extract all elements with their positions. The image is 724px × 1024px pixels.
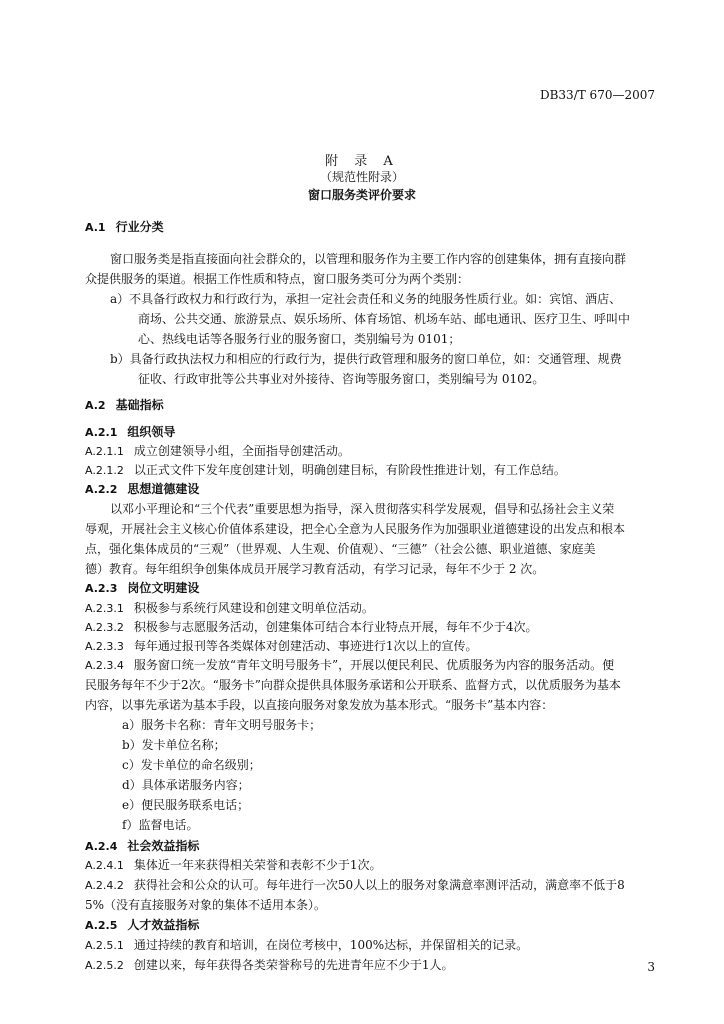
section-number: A.2.3 [85, 582, 118, 595]
list-item: c）发卡单位的命名级别； [122, 758, 261, 772]
list-item: a）不具备行政权力和行政行为，承担一定社会责任和义务的纯服务性质行业。如：宾馆、酒店、 [110, 292, 622, 306]
list-item: f）监督电话。 [122, 818, 199, 832]
section-title: 思想道德建设 [127, 482, 200, 496]
clause-a211 [85, 443, 350, 460]
section-number: A.2 [85, 399, 106, 412]
clause-number: A.2.4.2 [85, 879, 124, 892]
clause-a251 [85, 937, 528, 954]
clause-number: A.2.3.4 [85, 659, 124, 672]
appendix-title: 附 录 A [325, 154, 399, 169]
list-item-cont: 征收、行政审批等公共事业对外接待、咨询等服务窗口，类别编号为 0102。 [138, 372, 545, 386]
clause-number: A.2.3.2 [85, 621, 124, 634]
section-heading-a25 [85, 917, 199, 934]
page-number: 3 [647, 960, 655, 974]
clause-number: A.2.4.1 [85, 859, 124, 872]
clause-number: A.2.1.2 [85, 464, 124, 477]
paragraph-line: 德）教育。每年组织争创集体成员开展学习教育活动，有学习记录，每年不少于 2 次。 [85, 562, 545, 576]
paragraph-line: 辱观，开展社会主义核心价值体系建设，把全心全意为人民服务作为加强职业道德建设的出发点和根本 [85, 522, 626, 536]
section-title: 岗位文明建设 [127, 581, 200, 595]
list-item: a）服务卡名称：青年文明号服务卡； [122, 718, 322, 732]
section-heading-a24 [85, 838, 199, 855]
clause-text: 成立创建领导小组，全面指导创建活动。 [133, 444, 350, 458]
paragraph-line: 民服务每年不少于2次。“服务卡”向群众提供具体服务承诺和公开联系、监督方式，以优质服务为基本 [85, 678, 621, 692]
clause-a242 [85, 877, 625, 894]
clause-number: A.2.1.1 [85, 445, 124, 458]
appendix-subject: 窗口服务类评价要求 [307, 188, 416, 202]
list-item-cont: 心、热线电话等各服务行业的服务窗口，类别编号为 0101； [138, 332, 461, 346]
appendix-type: （规范性附录） [319, 170, 404, 184]
paragraph-line: 众提供服务的渠道。根据工作性质和特点，窗口服务类可分为两个类别： [85, 272, 470, 286]
section-number: A.1 [85, 221, 106, 234]
clause-number: A.2.5.1 [85, 939, 124, 952]
list-item: e）便民服务联系电话； [122, 798, 250, 812]
paragraph-line: 以邓小平理论和“三个代表”重要思想为指导，深入贯彻落实科学发展观，倡导和弘扬社会主义荣 [110, 502, 615, 516]
section-heading-a23 [85, 580, 199, 597]
list-item: b）具备行政执法权力和相应的行政行为，提供行政管理和服务的窗口单位，如：交通管理、规费 [110, 352, 622, 366]
section-heading-a2 [85, 397, 164, 414]
section-number: A.2.2 [85, 483, 118, 496]
clause-text: 以正式文件下发年度创建计划，明确创建目标，有阶段性推进计划，有工作总结。 [133, 463, 566, 477]
section-title: 行业分类 [115, 220, 164, 234]
list-item: d）具体承诺服务内容； [122, 778, 250, 792]
clause-text: 积极参与志愿服务活动，创建集体可结合本行业特点开展，每年不少于4次。 [133, 620, 538, 634]
paragraph-line: 窗口服务类是指直接面向社会群众的，以管理和服务作为主要工作内容的创建集体，拥有直接向群 [110, 252, 627, 266]
section-heading-a22 [85, 481, 199, 498]
section-title: 人才效益指标 [127, 918, 200, 932]
clause-number: A.2.5.2 [85, 959, 124, 972]
paragraph-line: 内容，以事先承诺为基本手段，以直接向服务对象发放为基本形式。“服务卡”基本内容： [85, 698, 554, 712]
section-title: 组织领导 [127, 425, 176, 439]
clause-a212 [85, 462, 566, 479]
clause-text: 服务窗口统一发放“青年文明号服务卡”，开展以便民利民、优质服务为内容的服务活动。便 [133, 658, 615, 672]
section-number: A.2.5 [85, 919, 118, 932]
clause-a234 [85, 657, 614, 674]
list-item: b）发卡单位名称； [122, 738, 226, 752]
section-heading-a1 [85, 219, 164, 236]
section-title: 社会效益指标 [127, 839, 200, 853]
clause-a232 [85, 619, 537, 636]
section-heading-a21 [85, 424, 175, 441]
clause-number: A.2.3.1 [85, 602, 124, 615]
clause-a241 [85, 857, 381, 874]
section-number: A.2.4 [85, 840, 118, 853]
section-title: 基础指标 [115, 398, 164, 412]
clause-a231 [85, 600, 374, 617]
clause-number: A.2.3.3 [85, 640, 124, 653]
section-number: A.2.1 [85, 426, 118, 439]
document-id: DB33/T 670—2007 [539, 88, 655, 102]
clause-text: 积极参与系统行风建设和创建文明单位活动。 [133, 601, 374, 615]
clause-text: 通过持续的教育和培训，在岗位考核中，100%达标，并保留相关的记录。 [133, 938, 529, 952]
clause-a233 [85, 638, 477, 655]
paragraph-line: 5%（没有直接服务对象的集体不适用本条）。 [85, 898, 327, 912]
clause-text: 创建以来，每年获得各类荣誉称号的先进青年应不少于1人。 [133, 958, 454, 972]
clause-text: 集体近一年来获得相关荣誉和表彰不少于1次。 [133, 858, 382, 872]
paragraph-line: 点，强化集体成员的“三观”（世界观、人生观、价值观）、“三德”（社会公德、职业道德、家庭美 [85, 542, 596, 556]
clause-text: 每年通过报刊等各类媒体对创建活动、事迹进行1次以上的宣传。 [133, 639, 478, 653]
clause-a252 [85, 957, 453, 974]
clause-text: 获得社会和公众的认可。每年进行一次50人以上的服务对象满意率测评活动，满意率不低于8 [133, 878, 625, 892]
list-item-cont: 商场、公共交通、旅游景点、娱乐场所、体育场馆、机场车站、邮电通讯、医疗卫生、呼叫中 [138, 312, 631, 326]
